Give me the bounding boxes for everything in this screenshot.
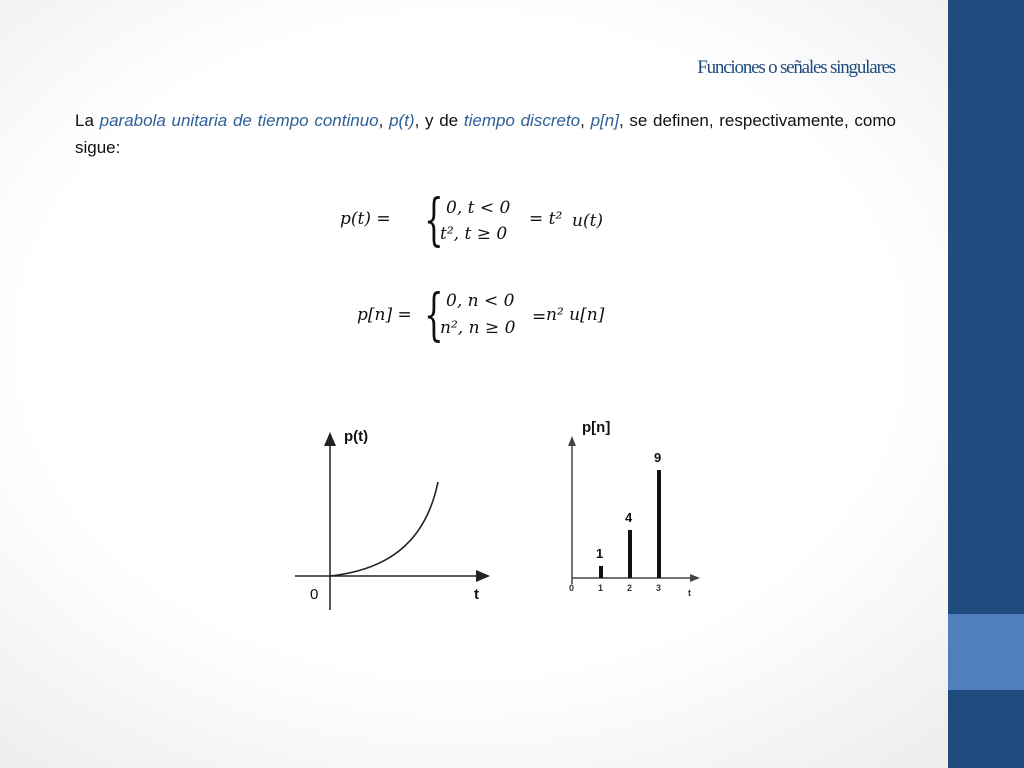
- x-axis-arrow-icon: [690, 574, 700, 582]
- stem-value-label: 9: [654, 450, 662, 465]
- sidebar-accent-block: [948, 614, 1024, 690]
- plot-continuous-svg: [290, 420, 500, 620]
- formula-case-2: t², t ≥ 0: [440, 224, 508, 244]
- text-run: ,: [378, 111, 390, 130]
- formula-rhs: = t²: [529, 209, 563, 229]
- plot-ylabel: p(t): [344, 428, 369, 445]
- formula-brace: {: [424, 283, 444, 348]
- term-pn: p[n]: [590, 111, 619, 130]
- term-discrete: tiempo discreto: [463, 111, 581, 130]
- x-tick-label: 2: [627, 583, 633, 593]
- formula-rhs-prefix: =: [532, 307, 547, 327]
- plot-discrete: [558, 416, 708, 606]
- formula-lhs: p(t) =: [340, 209, 391, 229]
- y-axis-arrow-icon: [568, 436, 576, 446]
- x-tick-label: 3: [656, 583, 662, 593]
- text-run: , se definen, respectivamente, como sigue:: [75, 111, 896, 157]
- formula-case-1: 0, t < 0: [446, 198, 511, 218]
- stem-value-label: 4: [625, 510, 633, 525]
- slide-title: Funciones o señales singulares: [697, 57, 895, 78]
- formula-rhs-suffix: u(t): [572, 211, 604, 231]
- text-run: La: [75, 111, 100, 130]
- stem-value-label: 1: [596, 546, 604, 561]
- term-pt: p(t): [389, 111, 415, 130]
- formula-case-1: 0, n < 0: [446, 291, 515, 311]
- plot-xlabel: t: [688, 588, 691, 598]
- term-parabola: parabola unitaria de tiempo continuo: [99, 111, 379, 130]
- text-run: ,: [580, 111, 591, 130]
- formula-brace: {: [424, 188, 444, 253]
- plot-xlabel: t: [474, 586, 479, 603]
- y-axis-arrow-icon: [324, 432, 336, 446]
- plot-origin-label: 0: [310, 586, 319, 603]
- parabola-curve: [330, 482, 438, 576]
- definition-paragraph: [75, 107, 896, 161]
- formula-case-2: n², n ≥ 0: [440, 318, 516, 338]
- plot-ylabel: p[n]: [582, 419, 611, 436]
- text-run: , y de: [414, 111, 464, 130]
- plot-discrete-svg: [558, 416, 708, 606]
- x-axis-arrow-icon: [476, 570, 490, 582]
- x-tick-label: 1: [598, 583, 604, 593]
- formula-rhs: n² u[n]: [546, 305, 605, 325]
- plot-continuous: [290, 420, 500, 620]
- formula-lhs: p[n] =: [357, 305, 412, 325]
- plot-origin-label: 0: [569, 583, 575, 593]
